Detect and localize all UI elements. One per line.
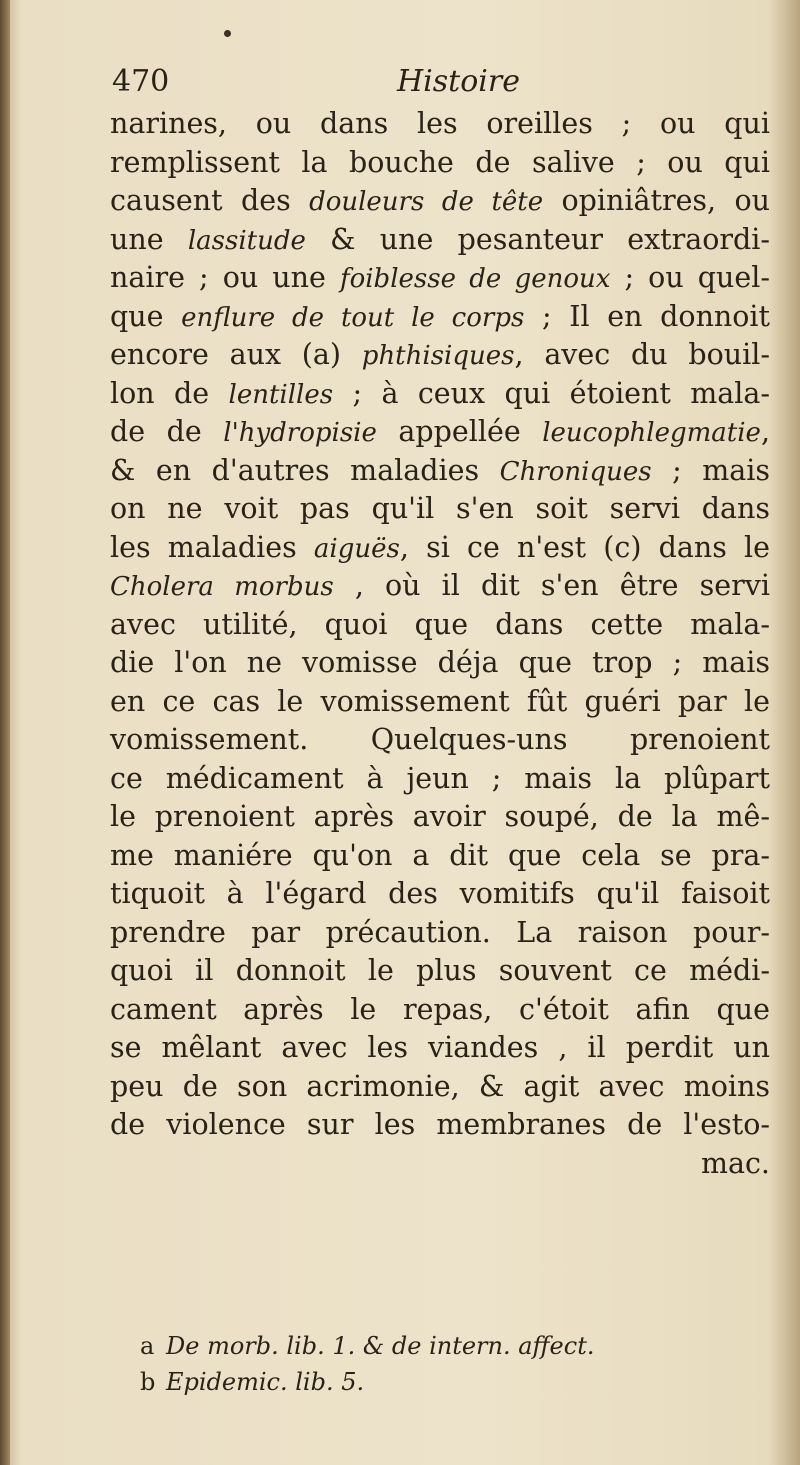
text-segment: , si ce n'est (c) dans le <box>399 530 771 564</box>
text-line <box>110 875 770 914</box>
footnote-text: De morb. lib. 1. & de intern. affect. <box>166 1332 595 1360</box>
text-segment: on ne voit pas qu'il s'en soit servi dans <box>110 492 770 525</box>
italic-text: lentilles <box>228 379 334 410</box>
text-segment: cament après le repas, c'étoit afin que <box>110 992 770 1026</box>
text-line <box>110 991 770 1030</box>
text-segment: ; mais <box>651 453 770 487</box>
text-segment: lon de <box>110 376 229 410</box>
text-segment: une <box>110 222 188 256</box>
text-line <box>110 221 770 260</box>
italic-text: leucophlegmatie <box>542 418 761 448</box>
footnote <box>140 1364 760 1400</box>
text-line <box>110 683 770 722</box>
text-segment: quoi il donnoit le plus souvent ce médi- <box>110 954 770 987</box>
text-line <box>110 259 770 298</box>
text-segment: causent des <box>110 184 310 217</box>
text-line <box>110 490 770 529</box>
text-segment: , avec du bouil- <box>514 338 770 371</box>
italic-text: Chroniques <box>499 456 652 487</box>
page-number: 470 <box>112 64 170 99</box>
text-line <box>110 760 770 799</box>
text-segment: vomissement. Quelques-uns prenoient <box>110 723 770 756</box>
text-segment: appellée <box>376 415 543 448</box>
text-segment: avec utilité, quoi que dans cette mala- <box>110 607 770 641</box>
text-line <box>110 1029 770 1068</box>
text-segment: remplissent la bouche de salive ; ou qui <box>110 145 770 179</box>
text-segment: en ce cas le vomissement fût guéri par le <box>110 684 770 718</box>
text-segment: ce médicament à jeun ; mais la plûpart <box>110 761 770 795</box>
text-segment: narines, ou dans les oreilles ; ou qui <box>110 107 770 140</box>
page-header <box>112 64 772 108</box>
text-line <box>110 336 770 375</box>
text-line <box>110 182 770 221</box>
text-segment: de violence sur les membranes de l'esto- <box>110 1108 770 1141</box>
text-line <box>110 413 770 452</box>
italic-text: phthisiques <box>361 341 515 371</box>
text-segment: ; à ceux qui étoient mala- <box>333 376 770 410</box>
text-line <box>110 837 770 876</box>
text-segment: tiquoit à l'égard des vomitifs qu'il faisoit <box>110 877 770 910</box>
text-segment: & une pesanteur extraordi- <box>305 222 771 256</box>
italic-text: l'hydropisie <box>223 418 377 448</box>
text-line <box>110 721 770 760</box>
text-segment: les maladies <box>110 530 314 564</box>
text-segment: mac. <box>700 1146 770 1180</box>
running-title: Histoire <box>397 64 520 99</box>
text-segment: ; ou quel- <box>610 261 770 294</box>
text-segment: & en d'autres maladies <box>110 453 500 487</box>
text-segment: peu de son acrimonie, & agit avec moins <box>110 1069 770 1103</box>
italic-text: enflure de tout le corps <box>181 302 525 333</box>
text-line <box>110 567 770 606</box>
text-segment: que <box>110 299 182 333</box>
footnote-text: Epidemic. lib. 5. <box>166 1368 365 1396</box>
text-segment: naire ; ou une <box>110 261 340 294</box>
text-line <box>110 375 770 414</box>
footnote <box>140 1328 760 1364</box>
italic-text: foiblesse de genoux <box>339 264 611 294</box>
footnote-mark: b <box>140 1368 156 1396</box>
text-line <box>110 105 770 144</box>
footnote-mark: a <box>140 1332 155 1360</box>
text-line <box>110 452 770 491</box>
ink-dot <box>224 30 231 37</box>
text-segment: me maniére qu'on a dit que cela se pra- <box>110 838 770 872</box>
text-line <box>110 914 770 953</box>
text-segment: se mêlant avec les viandes , il perdit un <box>110 1031 770 1064</box>
italic-text: aiguës <box>313 533 400 564</box>
page-gutter <box>0 0 10 1465</box>
text-segment: , où il dit s'en être servi <box>333 569 770 602</box>
text-segment: opiniâtres, ou <box>543 184 770 217</box>
text-line <box>110 144 770 183</box>
italic-text: Cholera morbus <box>110 572 334 602</box>
text-line <box>110 798 770 837</box>
text-line <box>110 1145 770 1184</box>
text-line <box>110 952 770 991</box>
text-segment: encore aux (a) <box>110 338 362 371</box>
text-segment: prendre par précaution. La raison pour- <box>110 915 770 949</box>
text-segment: le prenoient après avoir soupé, de la mê- <box>110 800 770 833</box>
text-segment: ; Il en donnoit <box>524 299 771 333</box>
text-line <box>110 606 770 645</box>
footnotes <box>140 1328 760 1400</box>
italic-text: lassitude <box>187 225 306 256</box>
italic-text: douleurs de tête <box>309 187 544 217</box>
text-segment: , <box>760 415 770 448</box>
body-text <box>110 105 770 1183</box>
text-segment: die l'on ne vomisse déja que trop ; mais <box>110 646 770 679</box>
text-line <box>110 1106 770 1145</box>
text-segment: de de <box>110 415 224 448</box>
text-line <box>110 529 770 568</box>
text-line <box>110 1068 770 1107</box>
text-line <box>110 298 770 337</box>
text-line <box>110 644 770 683</box>
